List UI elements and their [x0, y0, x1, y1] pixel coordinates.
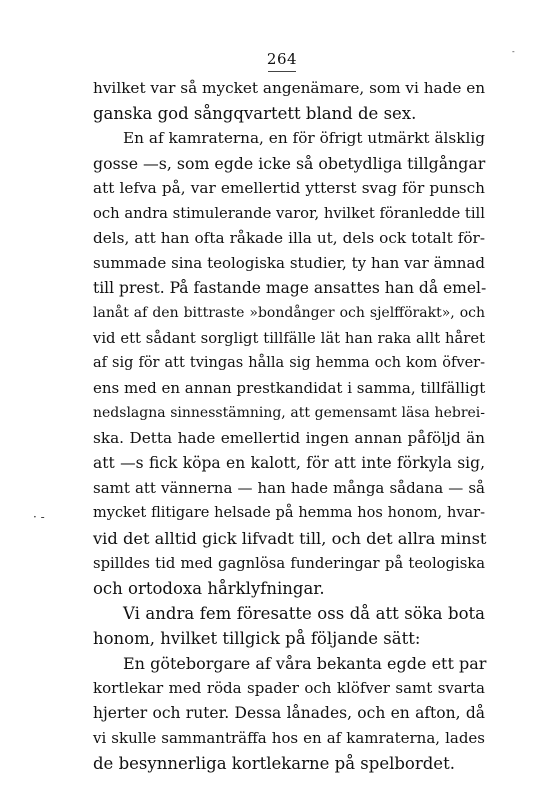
margin-speck: · - — [33, 510, 45, 524]
text-line: vi skulle sammanträffa hos en af kamraterna, lades — [93, 729, 485, 747]
text-line: ska. Detta hade emellertid ingen annan påföljd än — [93, 429, 485, 447]
text-line: mycket flitigare helsade på hemma hos honom, hvar- — [93, 505, 485, 521]
text-line: att lefva på, var emellertid ytterst svag för punsch — [93, 179, 485, 197]
page-number-rule — [268, 71, 296, 72]
text-line: hjerter och ruter. Dessa lånades, och en afton, då — [93, 704, 485, 722]
text-line: En af kamraterna, en för öfrigt utmärkt älsklig — [123, 129, 485, 147]
text-line: Vi andra fem föresatte oss då att söka bota — [123, 604, 485, 623]
text-line: honom, hvilket tillgick på följande sätt: — [93, 629, 421, 648]
text-line: samt att vännerna — han hade många sådana — så — [93, 479, 485, 497]
text-line: ganska god sångqvartett bland de sex. — [93, 104, 417, 123]
text-line: En göteborgare af våra bekanta egde ett par — [123, 654, 487, 673]
text-line: dels, att han ofta råkade illa ut, dels ock totalt för- — [93, 229, 485, 247]
text-line: till prest. På fastande mage ansattes han då emel- — [93, 279, 487, 297]
text-line: nedslagna sinnesstämning, att gemensamt läsa hebrei- — [93, 405, 485, 421]
text-line: och andra stimulerande varor, hvilket föranledde till — [93, 205, 485, 222]
text-line: summade sina teologiska studier, ty han var ämnad — [93, 254, 485, 272]
text-line: af sig för att tvingas hålla sig hemma och kom öfver- — [93, 355, 485, 371]
text-line: vid det alltid gick lifvadt till, och det allra minst — [93, 529, 487, 548]
text-line: gosse —s, som egde icke så obetydliga tillgångar — [93, 154, 486, 173]
margin-speck: - — [512, 47, 515, 56]
page-number: 264 — [266, 50, 298, 68]
text-line: att —s fick köpa en kalott, för att inte förkyla sig, — [93, 454, 485, 472]
text-line: hvilket var så mycket angenämare, som vi hade en — [93, 79, 486, 97]
text-line: vid ett sådant sorgligt tillfälle lät han raka allt håret — [93, 330, 485, 347]
text-line: de besynnerliga kortlekarne på spelbordet. — [93, 754, 455, 773]
text-line: ens med en annan prestkandidat i samma, tillfälligt — [93, 379, 486, 397]
text-line: spilldes tid med gagnlösa funderingar på teologiska — [93, 555, 485, 572]
body-text — [93, 76, 485, 776]
text-line: lanåt af den bittraste »bondånger och sjelfförakt», och — [93, 305, 485, 321]
text-line: kortlekar med röda spader och klöfver samt svarta — [93, 679, 485, 697]
text-line: och ortodoxa hårklyfningar. — [93, 579, 325, 598]
